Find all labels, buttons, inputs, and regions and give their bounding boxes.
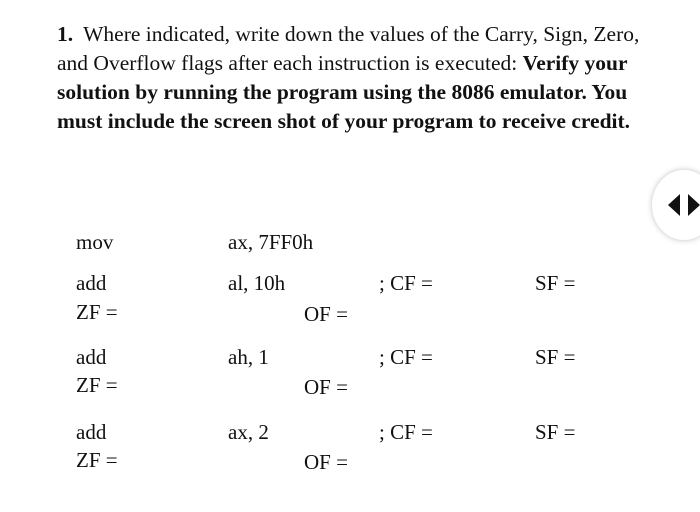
- left-right-arrows-icon: [666, 188, 700, 222]
- row3-zero-flag: ZF =: [76, 448, 118, 472]
- row1-carry-flag: ; CF =: [379, 271, 433, 295]
- question-text: [57, 20, 667, 136]
- row2-operands: ah, 1: [228, 345, 269, 369]
- row1-overflow-flag: OF =: [304, 302, 348, 326]
- row2-sign-flag: SF =: [535, 345, 576, 369]
- row3-carry-flag: ; CF =: [379, 420, 433, 444]
- row1-opcode: add: [76, 271, 107, 295]
- question-number: 1.: [57, 22, 74, 46]
- row2-carry-flag: ; CF =: [379, 345, 433, 369]
- row1-operands: al, 10h: [228, 271, 286, 295]
- question-instructions: Verify your solution by running the program using the 8086 emulator. You must include the screen shot of your program to receive credit.: [57, 51, 631, 133]
- row2-opcode: add: [76, 345, 107, 369]
- row3-operands: ax, 2: [228, 420, 269, 444]
- row1-zero-flag: ZF =: [76, 300, 118, 324]
- mov-opcode: mov: [76, 230, 114, 254]
- row1-sign-flag: SF =: [535, 271, 576, 295]
- row2-overflow-flag: OF =: [304, 375, 348, 399]
- row3-sign-flag: SF =: [535, 420, 576, 444]
- question-intro: Where indicated, write down the values of the Carry, Sign, Zero, and Overflow flags after each instruction is executed:: [57, 22, 640, 75]
- row3-overflow-flag: OF =: [304, 450, 348, 474]
- mov-operands: ax, 7FF0h: [228, 230, 314, 254]
- row3-opcode: add: [76, 420, 107, 444]
- scroll-button[interactable]: [652, 170, 700, 240]
- row2-zero-flag: ZF =: [76, 373, 118, 397]
